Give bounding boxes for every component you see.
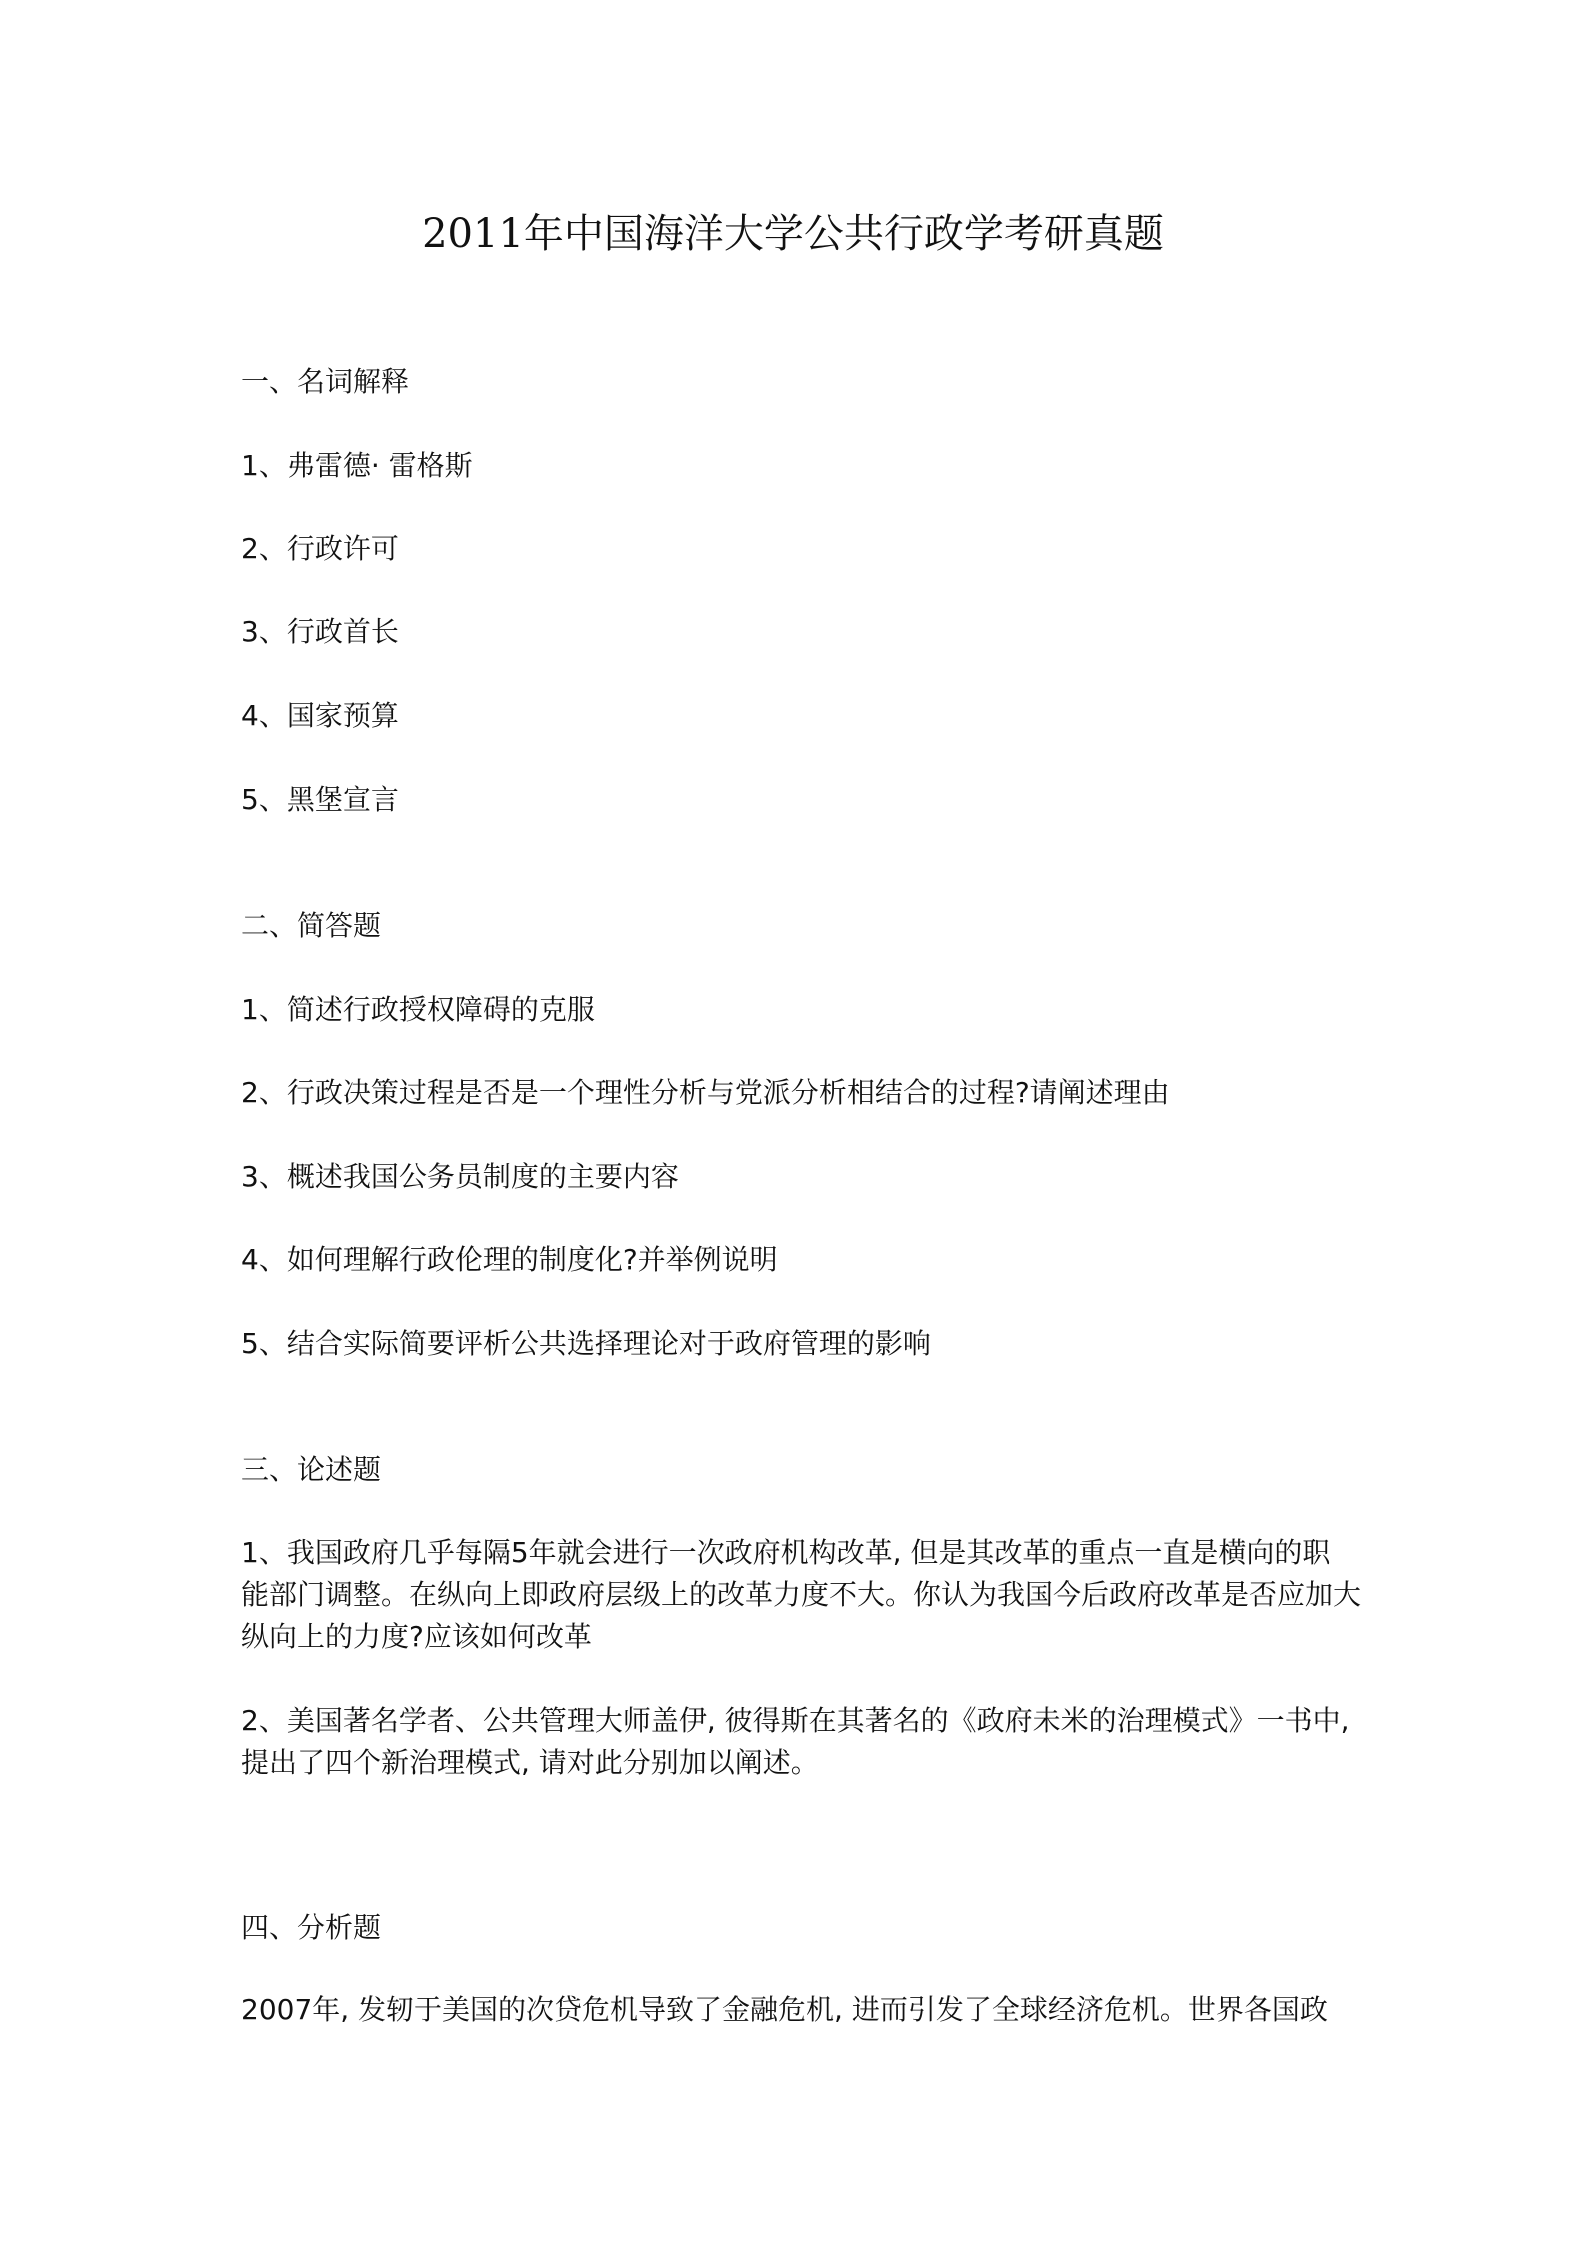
page-title: 2011年中国海洋大学公共行政学考研真题 — [422, 211, 1164, 257]
list-item: 3、概述我国公务员制度的主要内容 — [241, 1160, 679, 1193]
list-item: 1、弗雷德· 雷格斯 — [241, 449, 473, 482]
section-heading-terms: 一、名词解释 — [241, 365, 410, 398]
list-item: 4、如何理解行政伦理的制度化?并举例说明 — [241, 1243, 778, 1276]
essay-question-1 — [241, 1532, 1361, 1658]
paragraph-line: 能部门调整。在纵向上即政府层级上的改革力度不大。你认为我国今后政府改革是否应加大 — [241, 1578, 1362, 1611]
paragraph-line: 2、美国著名学者、公共管理大师盖伊, 彼得斯在其著名的《政府未米的治理模式》一书中, — [241, 1704, 1350, 1737]
list-item: 4、国家预算 — [241, 699, 399, 732]
section-heading-short-answer: 二、简答题 — [241, 909, 382, 942]
list-item: 3、行政首长 — [241, 615, 399, 648]
paragraph-line: 提出了四个新治理模式, 请对此分别加以阐述。 — [241, 1746, 819, 1779]
list-item: 1、简述行政授权障碍的克服 — [241, 993, 595, 1026]
paragraph-line: 2007年, 发轫于美国的次贷危机导致了金融危机, 进而引发了全球经济危机。世界各国政 — [241, 1993, 1328, 2026]
paragraph-line: 1、我国政府几乎每隔5年就会进行一次政府机构改革, 但是其改革的重点一直是横向的职 — [241, 1536, 1331, 1569]
list-item: 5、结合实际简要评析公共选择理论对于政府管理的影响 — [241, 1327, 931, 1360]
section-heading-analysis: 四、分析题 — [241, 1911, 382, 1944]
essay-question-2 — [241, 1700, 1361, 1784]
paragraph-line: 纵向上的力度?应该如何改革 — [241, 1620, 592, 1653]
list-item: 2、行政许可 — [241, 532, 399, 565]
section-heading-essay: 三、论述题 — [241, 1453, 382, 1486]
list-item: 5、黑堡宣言 — [241, 783, 399, 816]
list-item: 2、行政决策过程是否是一个理性分析与党派分析相结合的过程?请阐述理由 — [241, 1076, 1170, 1109]
